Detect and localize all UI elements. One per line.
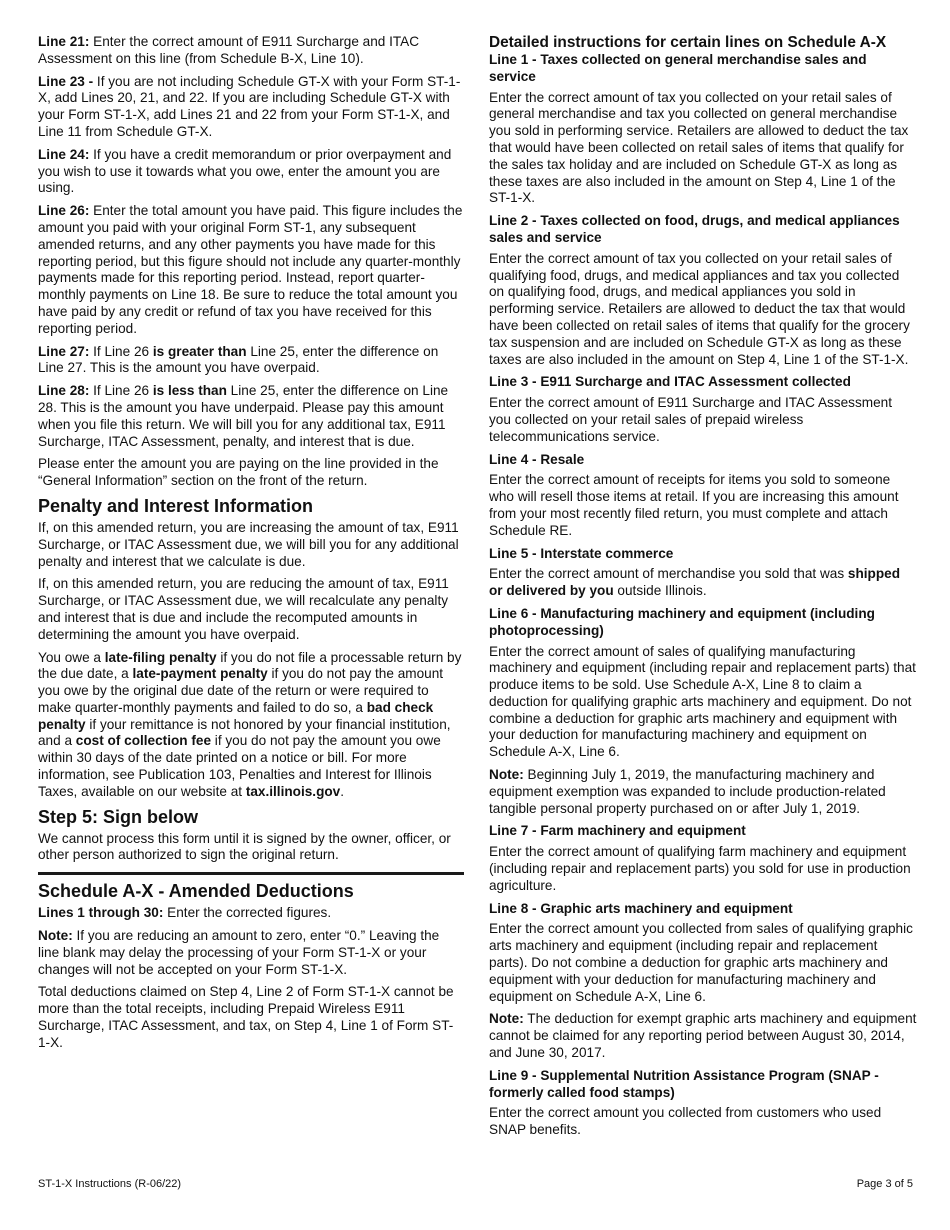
line-6-heading: Line 6 - Manufacturing machinery and equipment (including photoprocessing): [489, 605, 875, 638]
detailed-instructions-heading: Detailed instructions for certain lines on Schedule A-X: [489, 34, 887, 51]
right-column: [489, 34, 917, 1145]
penalty-paragraph-2: If, on this amended return, you are reducing the amount of tax, E911 Surcharge, or ITAC Assessment due, we will recalculate any penalty and interest that is due and include the recomputed amounts in determining the amount you have overpaid.: [38, 576, 449, 642]
payment-note: Please enter the amount you are paying on the line provided in the “General Information” section on the front of the return.: [38, 456, 439, 489]
line-6-text: Enter the correct amount of sales of qualifying manufacturing machinery and equipment (including repair and replacement parts) that produce items to be sold. Use Schedule A-X, Line 8 to claim a deduction for qualifying graphic arts machinery and equipment. Do not combine a deduction for graphic arts machinery and equipment with your deduction for manufacturing machinery and equipment on Schedule A-X, Line 6.: [489, 643, 916, 760]
line-27-label: Line 27:: [38, 343, 90, 359]
left-column: [38, 34, 464, 1058]
penalty-paragraph-1: If, on this amended return, you are increasing the amount of tax, E911 Surcharge, or ITAC Assessment due, we will bill you for any additional penalty and interest that we calculate is due.: [38, 519, 459, 569]
line-2-text: Enter the correct amount of tax you collected on your retail sales of qualifying food, drugs, and medical appliances and tax you collected on qualifying food, drugs, and medical appliances you sold in performing service. Retailers are allowed to deduct the tax that would have been collected on retail sales of items that qualify for the grocery tax suspension and are included on Schedule GT-X as long as these taxes are also included in the amount on Step 4, Line 1 of the ST-1-X.: [489, 250, 910, 367]
line-9-heading: Line 9 - Supplemental Nutrition Assistance Program (SNAP - formerly called food stamps): [489, 1067, 879, 1100]
line-5-text: Enter the correct amount of merchandise you sold that was shipped or delivered by you outside Illinois.: [489, 566, 901, 599]
line-7-heading: Line 7 - Farm machinery and equipment: [489, 823, 746, 839]
line-28-instructions: Line 28: If Line 26 is less than Line 25, enter the difference on Line 28. This is the amount you have underpaid. Please pay this amount when you file this return. We will bill you for any additional tax, E911 Surcharge, ITAC Assessment, penalty, and interest that is due.: [38, 383, 449, 449]
line-9-text: Enter the correct amount you collected from customers who used SNAP benefits.: [489, 1105, 882, 1138]
line-2-heading: Line 2 - Taxes collected on food, drugs, and medical appliances sales and service: [489, 213, 900, 245]
step-5-heading: Step 5: Sign below: [38, 806, 199, 827]
line-8-heading: Line 8 - Graphic arts machinery and equipment: [489, 900, 793, 916]
footer-page-number: Page 3 of 5: [856, 1178, 913, 1190]
step-5-text: We cannot process this form until it is signed by the owner, officer, or other person authorized to sign the original return.: [38, 830, 451, 863]
penalty-paragraph-3: You owe a late-filing penalty if you do not file a processable return by the due date, a late-payment penalty if you do not pay the amount you owe by the original due date of the return or were required to make quarter-monthly payments and failed to do so, a bad check penalty if your remittance is not honored by your financial institution, and a cost of collection fee if you do not pay the amount you owe within 30 days of the date printed on a notice or bill. For more information, see Publication 103, Penalties and Interest for Illinois Taxes, available on our website at tax.illinois.gov.: [38, 649, 462, 799]
line-27-instructions: Line 27: If Line 26 is greater than Line 25, enter the difference on Line 27. This is the amount you have overpaid.: [38, 343, 439, 376]
schedule-ax-heading: Schedule A-X - Amended Deductions: [38, 881, 354, 902]
line-5-heading: Line 5 - Interstate commerce: [489, 545, 674, 561]
line-28-label: Line 28:: [38, 383, 90, 399]
line-4-heading: Line 4 - Resale: [489, 451, 585, 467]
schedule-note: Note: If you are reducing an amount to zero, enter “0.” Leaving the line blank may delay the processing of your Form ST-1-X or your changes will not be accepted on your Form ST-1-X.: [38, 928, 440, 977]
schedule-total-deductions: Total deductions claimed on Step 4, Line 2 of Form ST-1-X cannot be more than the total receipts, including Prepaid Wireless E911 Surcharge, ITAC Assessment, and tax, on Step 4, Line 1 of Form ST-1-X.: [38, 984, 454, 1050]
line-26-instructions: Line 26: Enter the total amount you have paid. This figure includes the amount you paid with your original Form ST-1, any subsequent amended returns, and any other payments you have made for this reporting period, but this figure should not include any quarter-monthly payments made for this reporting period. Instead, report quarter-monthly payments on Line 18. Be sure to reduce the total amount you have paid by any credit or refund of tax you have received for this reporting period.: [38, 203, 463, 336]
penalty-interest-heading: Penalty and Interest Information: [38, 495, 314, 516]
line-21-label: Line 21:: [38, 34, 90, 49]
line-6-note: Note: Beginning July 1, 2019, the manufacturing machinery and equipment exemption was expanded to include production-related tangible personal property purchased on or after July 1, 2019.: [489, 767, 886, 816]
line-26-label: Line 26:: [38, 203, 90, 219]
line-4-text: Enter the correct amount of receipts for items you sold to someone who will resell those items at retail. If you are increasing this amount from your most recently filed return, you must complete and attach Schedule RE.: [489, 472, 899, 538]
line-23-instructions: Line 23 - If you are not including Schedule GT-X with your Form ST-1-X, add Lines 20, 21, and 22. If you are including Schedule GT-X with your Form ST-1-X, add Lines 21 and 22 from your Form ST-1-X, and Line 11 from Schedule GT-X.: [38, 73, 461, 139]
section-divider: [38, 872, 464, 875]
line-1-heading: Line 1 - Taxes collected on general merchandise sales and service: [489, 52, 867, 84]
line-21-instructions: Line 21: Enter the correct amount of E911 Surcharge and ITAC Assessment on this line (from Schedule B-X, Line 10).: [38, 34, 420, 66]
line-3-heading: Line 3 - E911 Surcharge and ITAC Assessment collected: [489, 374, 851, 390]
line-8-text: Enter the correct amount you collected from sales of qualifying graphic arts machinery and equipment (including repair and replacement parts). Do not combine a deduction for graphic arts machinery and equipment with your deduction for manufacturing machinery and equipment on Schedule A-X, Line 6.: [489, 921, 913, 1004]
line-8-note: Note: The deduction for exempt graphic arts machinery and equipment cannot be claimed for any reporting period between August 30, 2014, and June 30, 2017.: [489, 1011, 917, 1061]
schedule-lines-instructions: Lines 1 through 30: Enter the corrected figures.: [38, 905, 332, 921]
line-7-text: Enter the correct amount of qualifying farm machinery and equipment (including repair and replacement parts) you sold for use in production agriculture.: [489, 844, 911, 893]
line-24-label: Line 24:: [38, 146, 90, 162]
website-link: tax.illinois.gov: [245, 783, 341, 799]
line-23-label: Line 23 -: [38, 73, 94, 89]
line-1-text: Enter the correct amount of tax you collected on your retail sales of general merchandise and tax you collected on general merchandise you sold in performing service. Retailers are allowed to deduct the tax that would have been collected on retail sales of items that qualify for the sales tax holiday and are included on Schedule GT-X as long as these taxes are also included in the amount on Step 4, Line 1 of the ST-1-X.: [489, 89, 909, 206]
line-3-text: Enter the correct amount of E911 Surcharge and ITAC Assessment you collected on your retail sales of prepaid wireless telecommunications service.: [489, 395, 892, 444]
line-24-instructions: Line 24: If you have a credit memorandum or prior overpayment and you wish to use it towards what you owe, enter the amount you are using.: [38, 146, 452, 196]
footer-form-id: ST-1-X Instructions (R-06/22): [38, 1178, 182, 1190]
